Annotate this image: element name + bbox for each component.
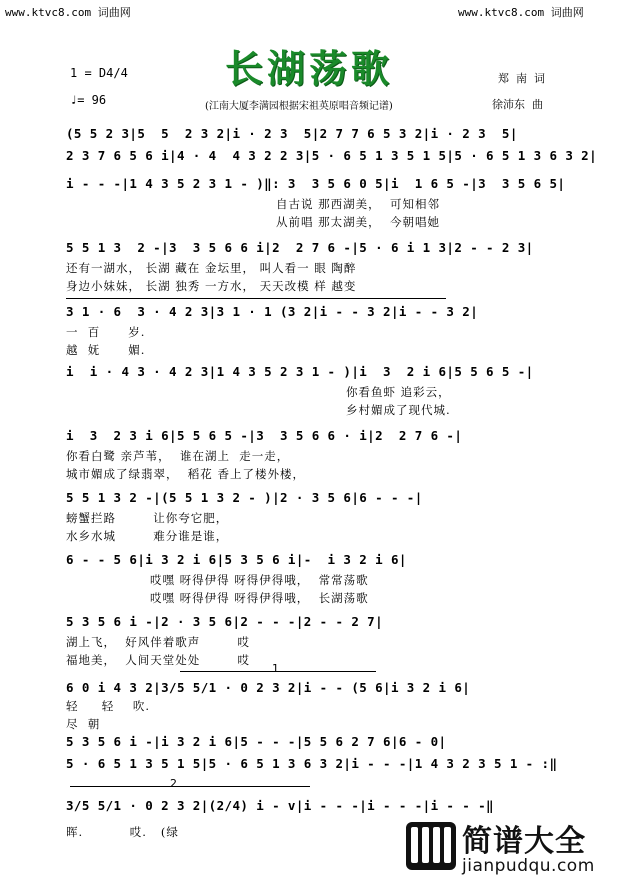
lyric-line: 螃蟹拦路 让你夸它肥， <box>66 511 229 525</box>
notation-line: 5 3 5 6 i -|2 · 3 5 6|2 - - -|2 - - 2 7| <box>66 614 384 629</box>
lyric-line: 福地美， 人间天堂处处 哎 <box>66 653 251 667</box>
notation-line: (5 5 2 3|5 5 2 3 2|i · 2 3 5|2 7 7 6 5 3 2|i · 2 3 5| <box>66 126 518 141</box>
lyric-line: 哎嘿 呀得伊得 呀得伊得哦， 长湖荡歌 <box>150 591 369 605</box>
header-left-site: www.ktvc8.com 词曲网 <box>5 6 131 19</box>
lyric-line: 湖上飞， 好风伴着歌声 哎 <box>66 635 251 649</box>
lyric-line: 一 百 岁. <box>66 325 146 339</box>
lyric-line: 自古说 那西湖美， 可知相邻 <box>276 197 440 211</box>
lyric-line: 你看白鹭 亲芦苇， 谁在湖上 走一走， <box>66 449 290 463</box>
lyric-line: 从前唱 那太湖美， 今朝唱她 <box>276 215 440 229</box>
lyric-line: 乡村媚成了现代城. <box>346 403 451 417</box>
lyric-line: 晖. 哎. (绿 <box>66 825 179 839</box>
notation-line: 2 3 7 6 5 6 i|4 · 4 4 3 2 2 3|5 · 6 5 1 3 5 1 5|5 · 6 5 1 3 6 3 2| <box>66 148 598 163</box>
notation-line: 6 - - 5 6|i 3 2 i 6|5 3 5 6 i|- i 3 2 i 6| <box>66 552 407 567</box>
watermark-text-en: jianpudqu.com <box>462 856 595 876</box>
notation-line: i - - -|1 4 3 5 2 3 1 - )‖: 3 3 5 6 0 5|i 1 6 5 -|3 3 5 6 5| <box>66 176 566 191</box>
tempo-mark: ♩= 96 <box>70 93 107 107</box>
lyric-line: 你看鱼虾 追彩云， <box>346 385 451 399</box>
notation-line: 3 1 · 6 3 · 4 2 3|3 1 · 1 (3 2|i - - 3 2|i - - 3 2| <box>66 304 479 319</box>
lyric-line: 尽 朝 <box>66 717 101 731</box>
composer-credit: 徐沛东 曲 <box>492 98 543 111</box>
notation-line: 5 5 1 3 2 -|(5 5 1 3 2 - )|2 · 3 5 6|6 - - -| <box>66 490 423 505</box>
notation-line: i i · 4 3 · 4 2 3|1 4 3 5 2 3 1 - )|i 3 2 i 6|5 5 6 5 -| <box>66 364 534 379</box>
site-watermark-logo <box>400 816 618 888</box>
transcription-note: (江南大厦李满园根据宋祖英原唱音频记谱) <box>205 101 393 112</box>
lyric-line: 水乡水城 难分谁是谁， <box>66 529 229 543</box>
lyric-line: 还有一湖水， 长湖 藏在 金坛里， 叫人看一 眼 陶醉 <box>66 261 357 275</box>
notation-line: 6 0 i 4 3 2|3/5 5/1 · 0 2 3 2|i - - (5 6|i 3 2 i 6| <box>66 680 471 695</box>
piano-keys-icon <box>406 822 456 870</box>
header-right-site: www.ktvc8.com 词曲网 <box>458 6 584 19</box>
notation-line: 5 · 6 5 1 3 5 1 5|5 · 6 5 1 3 6 3 2|i - - -|1 4 3 2 3 5 1 - :‖ <box>66 756 558 771</box>
notation-line: 5 3 5 6 i -|i 3 2 i 6|5 - - -|5 5 6 2 7 6|6 - 0| <box>66 734 447 749</box>
volta-number-first: 1 <box>272 662 279 675</box>
lyricist-credit: 郑 南 词 <box>498 72 545 85</box>
watermark-text-zh: 简谱大全 <box>462 824 586 859</box>
lyric-line: 身边小妹妹， 长湖 独秀 一方水， 天天改模 样 越变 <box>66 279 357 293</box>
lyric-line: 城市媚成了绿翡翠， 稻花 香上了楼外楼， <box>66 467 305 481</box>
lyric-line: 越 妩 媚. <box>66 343 146 357</box>
notation-line: 3/5 5/1 · 0 2 3 2|(2/4) i - v|i - - -|i - - -|i - - -‖ <box>66 798 494 813</box>
lyric-line: 轻 轻 吹. <box>66 699 151 713</box>
key-signature: 1 = D4/4 <box>70 66 128 80</box>
notation-line: i 3 2 3 i 6|5 5 6 5 -|3 3 5 6 6 · i|2 2 7 6 -| <box>66 428 463 443</box>
volta-number-second: 2 <box>170 777 177 790</box>
volta-bracket <box>66 298 446 299</box>
song-title: 长湖荡歌 <box>224 46 393 91</box>
volta-bracket-second <box>70 786 310 787</box>
notation-line: 5 5 1 3 2 -|3 3 5 6 6 i|2 2 7 6 -|5 · 6 i 1 3|2 - - 2 3| <box>66 240 534 255</box>
lyric-line: 哎嘿 呀得伊得 呀得伊得哦， 常常荡歌 <box>150 573 369 587</box>
